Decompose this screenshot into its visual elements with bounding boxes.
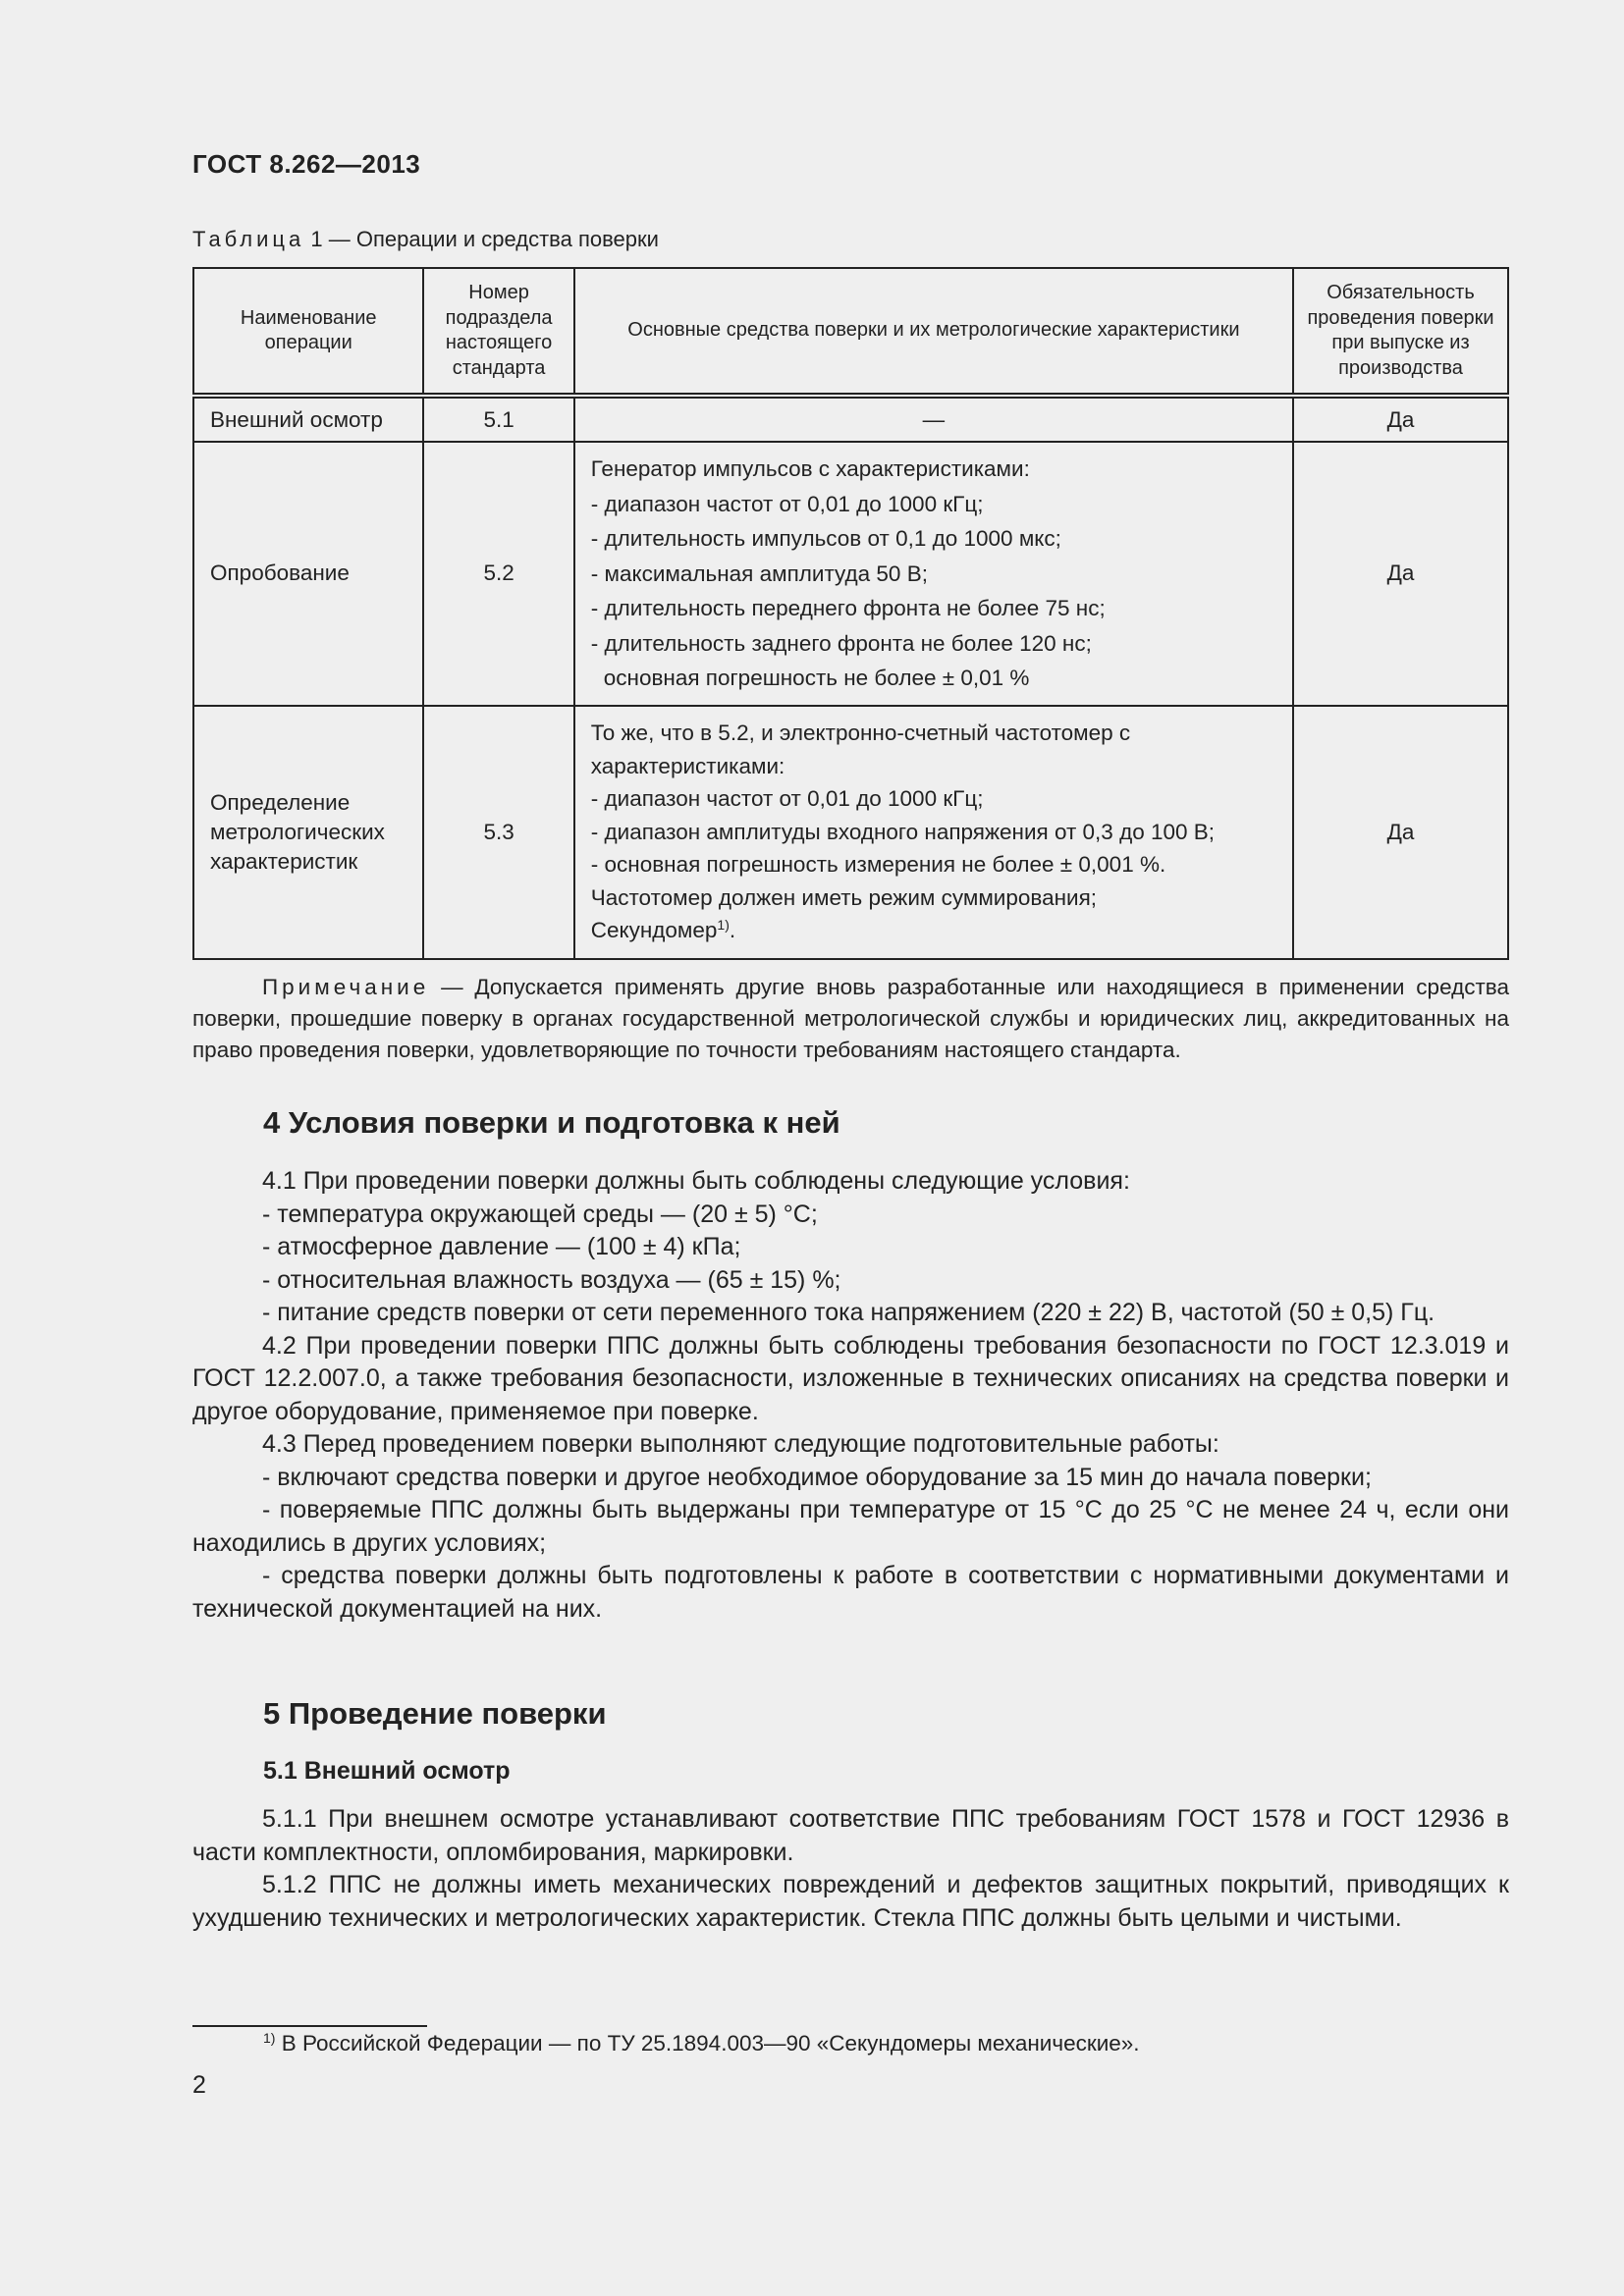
note-text: — Допускается применять другие вновь разработанные или находящиеся в применении средства поверки, прошедшие поверку в органах государственной метрологической службы и юридических лиц, аккредитованных на право проведения поверки, удовлетворяющие по точности требованиям настоящего стандарта. <box>192 975 1509 1062</box>
desc-line <box>591 914 1278 947</box>
section-5-title: 5 Проведение поверки <box>263 1696 607 1731</box>
paragraph: 4.3 Перед проведением поверки выполняют следующие подготовительные работы: <box>262 1430 1219 1458</box>
header-operation-name: Наименование операции <box>193 268 423 396</box>
desc-line: - максимальная амплитуда 50 В; <box>591 557 1278 592</box>
header-section-number: Номер подраздела настоящего стандарта <box>423 268 573 396</box>
paragraph: - средства поверки должны быть подготовлены к работе в соответствии с нормативными документами и технической документацией на них. <box>192 1562 1509 1623</box>
row-name: Опробование <box>193 442 423 706</box>
footnote <box>263 2031 1140 2056</box>
row-description <box>574 442 1293 706</box>
paragraph: 4.2 При проведении поверки ППС должны быть соблюдены требования безопасности по ГОСТ 12.3.019 и ГОСТ 12.2.007.0, а также требования безопасности, изложенные в технических описаниях на средства поверки и другое оборудование, применяемое при поверке. <box>192 1331 1509 1425</box>
row-description: — <box>574 396 1293 442</box>
desc-line: - длительность импульсов от 0,1 до 1000 мкс; <box>591 521 1278 557</box>
desc-line: - основная погрешность измерения не более ± 0,001 %. <box>591 848 1278 881</box>
row-number: 5.3 <box>423 706 573 959</box>
header-mandatory: Обязательность проведения поверки при выпуске из производства <box>1293 268 1508 396</box>
row-name: Внешний осмотр <box>193 396 423 442</box>
paragraph: - атмосферное давление — (100 ± 4) кПа; <box>262 1233 741 1260</box>
footnote-marker: 1) <box>263 2030 276 2046</box>
footnote-marker: 1) <box>717 917 730 934</box>
table-row <box>193 396 1508 442</box>
footnote-text: В Российской Федерации — по ТУ 25.1894.003—90 «Секундомеры механические». <box>275 2031 1140 2056</box>
desc-line: - длительность заднего фронта не более 120 нс; <box>591 626 1278 662</box>
paragraph: 4.1 При проведении поверки должны быть соблюдены следующие условия: <box>262 1167 1130 1195</box>
document-header: ГОСТ 8.262—2013 <box>192 149 421 179</box>
paragraph: - поверяемые ППС должны быть выдержаны при температуре от 15 °С до 25 °С не менее 24 ч, если они находились в других условиях; <box>192 1496 1509 1557</box>
paragraph: - относительная влажность воздуха — (65 ± 15) %; <box>262 1265 841 1294</box>
row-number: 5.2 <box>423 442 573 706</box>
operations-table <box>192 267 1509 960</box>
page-number: 2 <box>192 2071 206 2099</box>
desc-line: - диапазон частот от 0,01 до 1000 кГц; <box>591 487 1278 522</box>
section-4-body <box>192 1165 1509 1626</box>
note-label: Примечание <box>262 975 430 999</box>
section-5-1-title: 5.1 Внешний осмотр <box>263 1757 511 1785</box>
row-name: Определение метрологических характеристик <box>193 706 423 959</box>
row-mandatory: Да <box>1293 396 1508 442</box>
table-row <box>193 442 1508 706</box>
table-row <box>193 706 1508 959</box>
desc-line: То же, что в 5.2, и электронно-счетный частотомер с характеристиками: <box>590 721 1131 778</box>
row-mandatory: Да <box>1293 706 1508 959</box>
table-note <box>192 972 1509 1066</box>
line-end: . <box>729 918 736 943</box>
row-number: 5.1 <box>423 396 573 442</box>
table-header-row <box>193 268 1508 396</box>
desc-line: основная погрешность не более ± 0,01 % <box>603 666 1030 690</box>
table-caption-text: 1 — Операции и средства поверки <box>304 227 659 251</box>
footnote-rule <box>192 2025 427 2027</box>
paragraph: 5.1.2 ППС не должны иметь механических повреждений и дефектов защитных покрытий, приводящих к ухудшению технических и метрологических характеристик. Стекла ППС должны быть целыми и чистыми. <box>192 1871 1509 1932</box>
row-description <box>574 706 1293 959</box>
table-caption <box>192 227 659 252</box>
section-5-body <box>192 1803 1509 1935</box>
row-mandatory: Да <box>1293 442 1508 706</box>
section-4-title: 4 Условия поверки и подготовка к ней <box>263 1105 840 1140</box>
paragraph: 5.1.1 При внешнем осмотре устанавливают соответствие ППС требованиям ГОСТ 1578 и ГОСТ 12936 в части комплектности, опломбирования, маркировки. <box>192 1805 1509 1866</box>
desc-line: Генератор импульсов с характеристиками: <box>590 456 1030 481</box>
desc-line: - длительность переднего фронта не более 75 нс; <box>591 591 1278 626</box>
stopwatch-text: Секундомер <box>590 918 718 943</box>
paragraph: - питание средств поверки от сети переменного тока напряжением (220 ± 22) В, частотой (50 ± 0,5) Гц. <box>262 1299 1435 1326</box>
desc-line: Частотомер должен иметь режим суммирования; <box>590 884 1098 910</box>
paragraph: - температура окружающей среды — (20 ± 5) °С; <box>262 1200 818 1228</box>
paragraph: - включают средства поверки и другое необходимое оборудование за 15 мин до начала поверки; <box>262 1463 1372 1491</box>
desc-line: - диапазон амплитуды входного напряжения от 0,3 до 100 В; <box>591 816 1278 849</box>
table-caption-label: Таблица <box>192 227 305 251</box>
header-verification-means: Основные средства поверки и их метрологические характеристики <box>574 268 1293 396</box>
desc-line: - диапазон частот от 0,01 до 1000 кГц; <box>591 782 1278 816</box>
